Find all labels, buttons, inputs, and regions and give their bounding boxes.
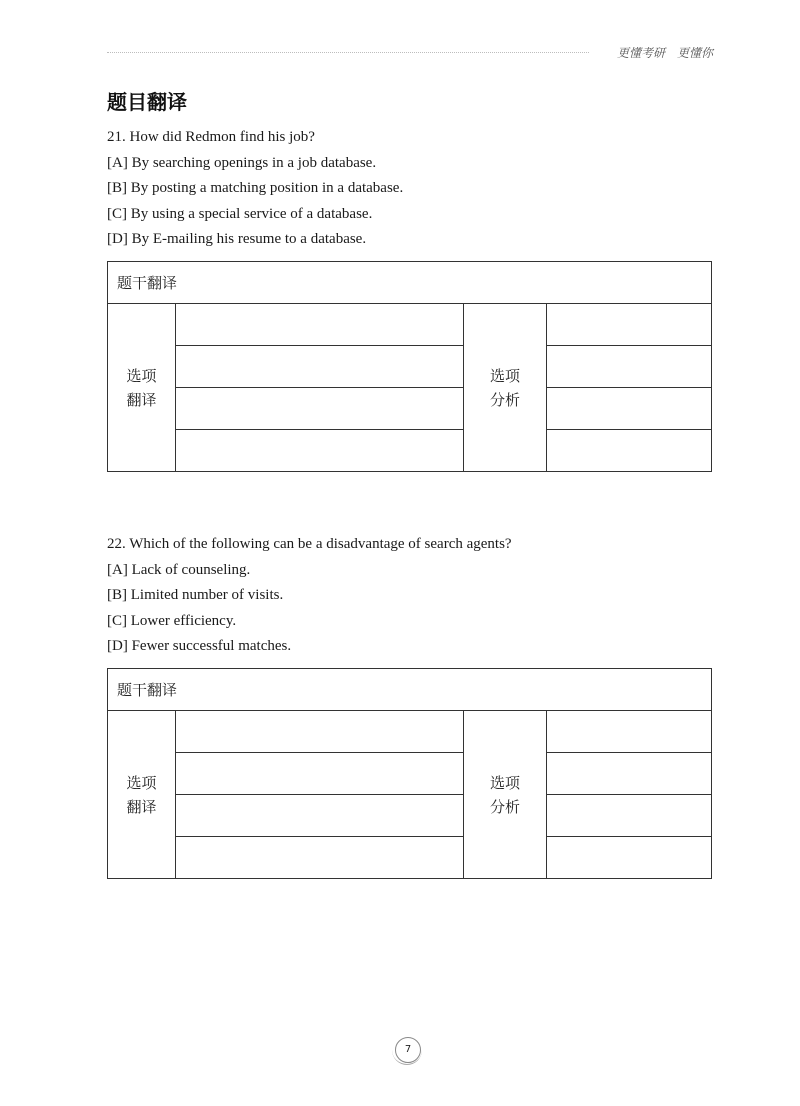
option-analysis-label xyxy=(464,304,547,472)
analysis-cell-c[interactable] xyxy=(547,388,712,430)
analysis-cell-c[interactable] xyxy=(547,795,712,837)
label-line-2: 分析 xyxy=(489,390,520,409)
label-line-1: 选项 xyxy=(126,366,157,385)
option-translation-label xyxy=(108,304,176,472)
translation-cell-a[interactable] xyxy=(176,711,464,753)
question-21 xyxy=(107,125,711,253)
label-line-1: 选项 xyxy=(489,773,520,792)
translation-cell-c[interactable] xyxy=(176,795,464,837)
label-line-2: 翻译 xyxy=(126,390,157,409)
answer-table-21 xyxy=(107,261,712,472)
section-title: 题目翻译 xyxy=(107,90,187,114)
option-translation-label xyxy=(108,711,176,879)
header-rule xyxy=(107,52,589,53)
analysis-cell-b[interactable] xyxy=(547,753,712,795)
label-line-1: 选项 xyxy=(489,366,520,385)
question-stem: 22. Which of the following can be a disadvantage of search agents? xyxy=(107,536,512,552)
analysis-cell-d[interactable] xyxy=(547,837,712,879)
answer-table-22 xyxy=(107,668,712,879)
label-line-2: 分析 xyxy=(489,797,520,816)
translation-cell-c[interactable] xyxy=(176,388,464,430)
label-line-1: 选项 xyxy=(126,773,157,792)
option-c: [C] By using a special service of a database. xyxy=(107,205,373,222)
option-analysis-label xyxy=(464,711,547,879)
translation-cell-a[interactable] xyxy=(176,304,464,346)
option-b: [B] By posting a matching position in a database. xyxy=(107,180,404,196)
translation-cell-b[interactable] xyxy=(176,753,464,795)
question-22 xyxy=(107,532,711,660)
question-stem: 21. How did Redmon find his job? xyxy=(107,129,315,145)
option-c: [C] Lower efficiency. xyxy=(107,612,237,629)
header-tagline: 更懂考研 更懂你 xyxy=(616,46,713,60)
analysis-cell-d[interactable] xyxy=(547,430,712,472)
stem-translation-label: 题干翻译 xyxy=(108,262,712,304)
analysis-cell-a[interactable] xyxy=(547,711,712,753)
option-b: [B] Limited number of visits. xyxy=(107,587,284,603)
option-d: [D] By E-mailing his resume to a database. xyxy=(107,231,367,247)
translation-cell-b[interactable] xyxy=(176,346,464,388)
translation-cell-d[interactable] xyxy=(176,837,464,879)
option-a: [A] By searching openings in a job database. xyxy=(107,154,377,171)
stem-translation-label: 题干翻译 xyxy=(108,669,712,711)
option-a: [A] Lack of counseling. xyxy=(107,561,251,578)
analysis-cell-b[interactable] xyxy=(547,346,712,388)
page-number: 7 xyxy=(404,1044,412,1055)
label-line-2: 翻译 xyxy=(126,797,157,816)
analysis-cell-a[interactable] xyxy=(547,304,712,346)
page-number-badge xyxy=(395,1037,421,1063)
option-d: [D] Fewer successful matches. xyxy=(107,638,292,654)
translation-cell-d[interactable] xyxy=(176,430,464,472)
